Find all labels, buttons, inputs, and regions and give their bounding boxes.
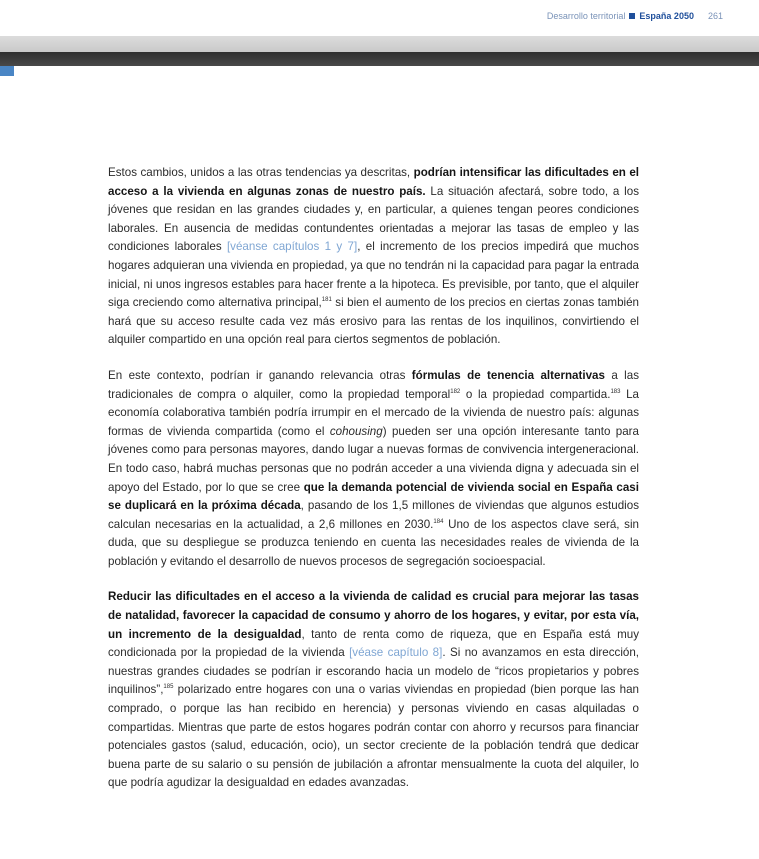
footnote-ref: 183 [610,388,621,395]
text-run: . Si no avanzamos en esta dirección, nuestras grandes ciudades se podrían ir escorando hacia un modelo de “ricos propietarios y pobres inquilinos”, [108,646,640,697]
text-run: , el incremento de los precios impedirá que muchos hogares adquieran una vivienda en propiedad, ya que no tendrán ni la capacidad para pagar la entrada inicial, ni unos ingresos estables para hacer frente a la hipoteca. Es previsible, por tanto, que el alquiler siga creciendo como alternativa principal, [108,240,639,310]
page-number: 261 [707,11,723,21]
text-run: ) pueden ser una opción interesante tanto para jóvenes como para personas mayores, dando lugar a nuevas formas de convivencia intergeneracional. En todo caso, habrá muchas personas que no podrán acceder a una vivienda digna y adecuada sin el apoyo del Estado, por lo que se cree [108,424,639,494]
footnote-ref: 185 [163,684,174,691]
italic-text: cohousing [329,424,383,438]
text-run: En este contexto, podrían ir ganando relevancia otras [108,368,412,382]
paragraph-2 [108,367,639,572]
bold-text: podrían intensificar las dificultades en el acceso a la vivienda en algunas zonas de nuestro país. [108,166,639,198]
header-section: Desarrollo territorial [546,11,626,21]
header-band [0,52,759,66]
text-run: a las tradicionales de compra o alquiler, como la propiedad temporal [108,368,639,401]
page-header [0,0,759,32]
text-run: si bien el aumento de los precios en ciertas zonas también hará que su acceso resulte cada vez más erosivo para las rentas de los inquilinos, convirtiendo el alquiler compartido en una opción real para ciertos segmentos de población. [108,296,639,347]
text-run: Estos cambios, unidos a las otras tendencias ya descritas, [108,166,414,179]
paragraph-1 [108,164,639,350]
paragraph-3 [108,588,639,793]
footnote-ref: 181 [321,297,332,304]
header-title: España 2050 [639,11,694,21]
square-bullet-icon [629,13,635,19]
text-run: Uno de los aspectos clave será, sin duda, que su despliegue se produzca teniendo en cuenta las necesidades reales de vivienda de la población y evitando el desarrollo de nuevos procesos de segregación socioespacial. [108,517,639,568]
chapter-tab [0,66,14,76]
text-run: , pasando de los 1,5 millones de viviendas que algunos estudios calculan necesarias en la actualidad, a 2,6 millones en 2030. [108,499,639,531]
document-body [108,164,639,810]
text-run: , tanto de renta como de riqueza, que en España está muy condicionada por la propiedad de la vivienda [108,627,639,660]
footnote-ref: 184 [433,518,444,525]
running-header [547,10,723,22]
cross-reference: [véase capítulo 8] [349,646,443,660]
bold-text: que la demanda potencial de vivienda social en España casi se duplicará en la próxima década [108,480,639,513]
text-run: polarizado entre hogares con una o varias viviendas en propiedad (bien porque las han comprado, o porque las han recibido en herencia) y personas viviendo en casas alquiladas o compartidas. Mientras que parte de estos hogares podrán contar con ahorro y recursos para financiar potenciales gastos (salud, educación, ocio), un sector creciente de la población tendrá que dedicar buena parte de su salario o su pensión de jubilación a afrontar mensualmente la cuota del alquiler, lo que podría agudizar la desigualdad en edades avanzadas. [108,683,639,790]
cross-reference: [véanse capítulos 1 y 7] [226,240,358,254]
footnote-ref: 182 [450,388,461,395]
bold-text: Reducir las dificultades en el acceso a la vivienda de calidad es crucial para mejorar las tasas de natalidad, favorecer la capacidad de consumo y ahorro de los hogares, y evitar, por esta vía, un incremento de la desigualdad [108,590,639,641]
text-run: La situación afectará, sobre todo, a los jóvenes que residan en las grandes ciudades y, en particular, a quienes tengan peores condiciones laborales. En ausencia de medidas contundentes orientadas a mejorar las tasas de empleo y las condiciones laborales [108,184,639,254]
bold-text: fórmulas de tenencia alternativas [411,368,605,382]
text-run: La economía colaborativa también podría irrumpir en el mercado de la vivienda de nuestro país: algunas formas de vivienda compartida (como el [108,387,639,438]
text-run: o la propiedad compartida. [460,387,611,401]
